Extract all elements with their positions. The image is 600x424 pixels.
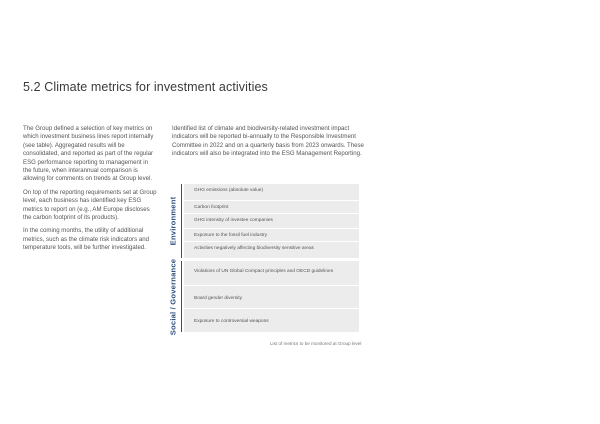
social-governance-section xyxy=(166,258,359,335)
social-governance-label: Social / Governance xyxy=(168,258,177,335)
paragraph: In the coming months, the utility of additional metrics, such as the climate risk indicators and temperature tools, will be further investigated. xyxy=(23,227,149,252)
paragraph: Identified list of climate and biodiversity-related investment impact indicators will be reported bi-annually to the Responsible Investment Committee in 2022 and on a quarterly basis from 2023 onwards. These indicators will also be integrated into the ESG Management Reporting. xyxy=(172,125,364,158)
metric-row: Carbon footprint xyxy=(184,200,359,210)
body-column-left xyxy=(23,125,158,258)
environment-label: Environment xyxy=(168,196,177,246)
metric-row: Exposure to the fossil fuel industry xyxy=(184,228,359,238)
metrics-table xyxy=(166,184,359,335)
paragraph: On top of the reporting requirements set at Group level, each business has identified key ESG metrics to report on (e.g., AM Europe discloses the carbon footprint of its products). xyxy=(23,188,157,222)
environment-section xyxy=(166,184,359,258)
metric-rows xyxy=(184,261,359,332)
metric-row: Exposure to controversial weapons xyxy=(184,308,359,324)
metric-row: GHG intensity of investee companies xyxy=(184,213,359,223)
page-title: 5.2 Climate metrics for investment activities xyxy=(23,80,268,94)
table-caption: List of metrics to be monitored at Group level xyxy=(270,341,362,346)
section-label xyxy=(166,184,179,258)
body-column-right xyxy=(172,125,372,164)
metric-row: Activities negatively affecting biodiversity sensitive areas xyxy=(184,241,359,251)
metric-row: Violations of UN Global Compact principles and OECD guidelines xyxy=(194,269,334,274)
metric-row: GHG emissions (absolute value) xyxy=(194,188,264,193)
paragraph: The Group defined a selection of key metrics on which investment business lines report internally (see table). Aggregated results will be consolidated, and reported as part of the regular ESG performance reporting to management in the future, when interannual comparison is allowing for comments on trends at Group level. xyxy=(23,125,154,183)
metric-rows xyxy=(184,184,359,258)
section-divider xyxy=(181,261,182,332)
metric-row: Board gender diversity xyxy=(184,285,359,301)
section-divider xyxy=(181,184,182,258)
section-label xyxy=(166,258,179,335)
